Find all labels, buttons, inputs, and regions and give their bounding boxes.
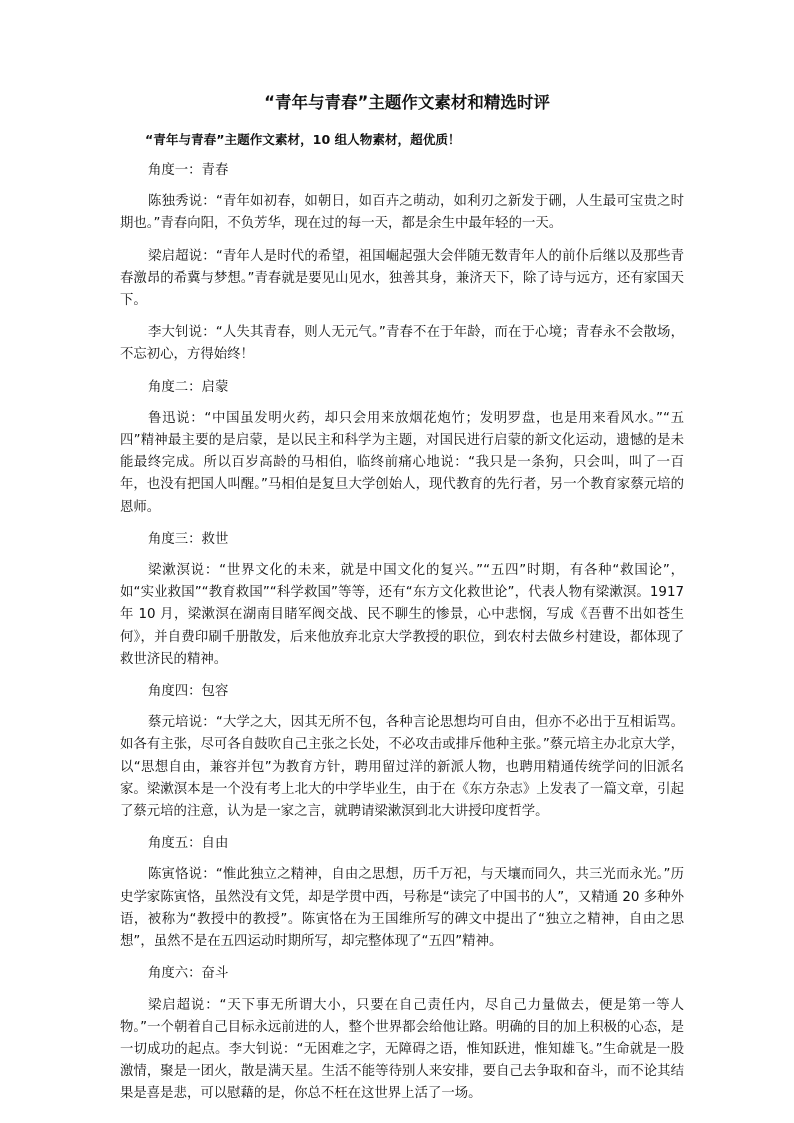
body-paragraph: 梁启超说：“青年人是时代的希望，祖国崛起强大会伴随无数青年人的前仆后继以及那些青春激昂的希冀与梦想。”青春就是要见山见水，独善其身，兼济天下，除了诗与远方，还有家国天下。 — [120, 248, 684, 309]
body-paragraph: 梁漱溟说：“世界文化的未来，就是中国文化的复兴。”“五四”时期，有各种“救国论”，如“实业救国”“教育救国”“科学救国”等等，还有“东方文化救世论”，代表人物有梁漱溟。1917年 10 月，梁漱溟在湖南目睹军阀交战、民不聊生的惨景，心中悲悯，写成《吾曹不出如苍生何》，并自费印刷千册散发，后来他放弃北京大学教授的职位，到农村去做乡村建设，都体现了救世济民的精神。 — [120, 563, 684, 667]
body-paragraph: 陈寅恪说：“惟此独立之精神，自由之思想，历千万祀，与天壤而同久，共三光而永光。”历史学家陈寅恪，虽然没有文凭，却是学贯中西，号称是“读完了中国书的人”，又精通 20 多种外语，被称为“教授中的教授”。陈寅恪在为王国维所写的碑文中提出了“独立之精神，自由之思想”，虽然不是在五四运动时期所写，却完整体现了“五四”精神。 — [120, 867, 684, 950]
section-heading: 角度四：包容 — [148, 684, 229, 700]
body-paragraph: 李大钊说：“人失其青春，则人无元气。”青春不在于年龄，而在于心境；青春永不会散场，不忘初心，方得始终！ — [120, 325, 684, 363]
body-paragraph: 蔡元培说：“大学之大，因其无所不包，各种言论思想均可自由，但亦不必出于互相诟骂。如各有主张，尽可各自鼓吹自己主张之长处，不必攻击或排斥他种主张。”蔡元培主办北京大学，以“思想自由，兼容并包”为教育方针，聘用留过洋的新派人物，也聘用精通传统学问的旧派名家。梁漱溟本是一个没有考上北大的中学毕业生，由于在《东方杂志》上发表了一篇文章，引起了蔡元培的注意，认为是一家之言，就聘请梁漱溟到北大讲授印度哲学。 — [120, 715, 684, 820]
body-paragraph: 梁启超说：“天下事无所谓大小，只要在自己责任内，尽自己力量做去，便是第一等人物。”一个朝着自己目标永远前进的人，整个世界都会给他让路。明确的目的加上积极的心态，是一切成功的起点。李大钊说：“无困难之字，无障碍之语，惟知跃进，惟知雄飞。”生命就是一股激情，聚是一团火，散是满天星。生活不能等待别人来安排，要自己去争取和奋斗，而不论其结果是喜是悲，可以慰藉的是，你总不枉在这世界上活了一场。 — [120, 997, 684, 1102]
section-heading: 角度一：青春 — [148, 163, 229, 178]
section-heading: 角度三：救世 — [148, 531, 229, 547]
page-subtitle: “青年与青春”主题作文素材，10 组人物素材，超优质！ — [145, 132, 461, 147]
page-title: “青年与青春”主题作文素材和精选时评 — [264, 93, 550, 112]
body-paragraph: 鲁迅说：“中国虽发明火药，却只会用来放烟花炮竹；发明罗盘，也是用来看风水。”“五四”精神最主要的是启蒙，是以民主和科学为主题，对国民进行启蒙的新文化运动，遗憾的是未能最终完成。所以百岁高龄的马相伯，临终前痛心地说：“我只是一条狗，只会叫，叫了一百年，也没有把国人叫醒。”马相伯是复旦大学创始人，现代教育的先行者，另一个教育家蔡元培的恩师。 — [120, 410, 684, 515]
section-heading: 角度二：启蒙 — [148, 379, 229, 395]
section-heading: 角度五：自由 — [148, 836, 229, 852]
body-paragraph: 陈独秀说：“青年如初春，如朝日，如百卉之萌动，如利刃之新发于硎，人生最可宝贵之时期也。”青春向阳，不负芳华，现在过的每一天，都是余生中最年轻的一天。 — [120, 194, 684, 232]
section-heading: 角度六：奋斗 — [148, 966, 229, 982]
